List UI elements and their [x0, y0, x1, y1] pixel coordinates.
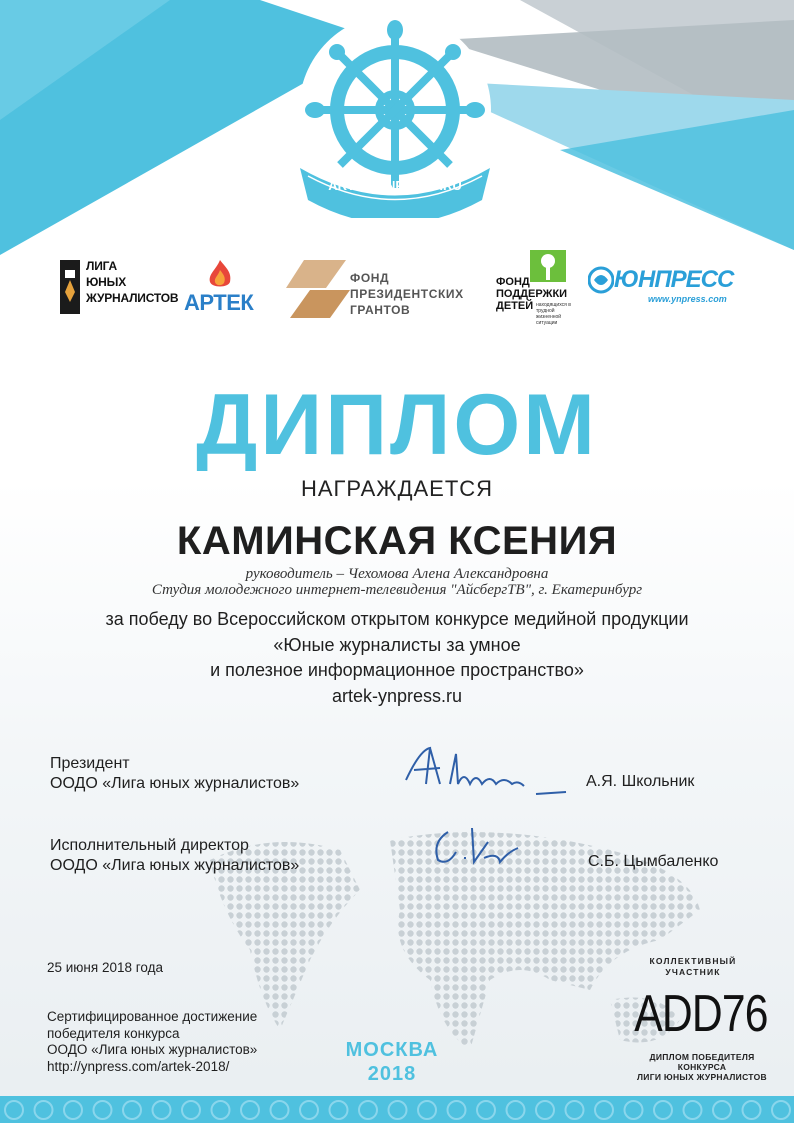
media-icon [566, 1101, 584, 1119]
collective-label [630, 956, 756, 978]
cert-line: ООДО «Лига юных журналистов» [47, 1042, 258, 1057]
issue-date: 25 июня 2018 года [47, 960, 163, 975]
cert-line: победителя конкурса [47, 1025, 180, 1041]
media-icon [772, 1101, 790, 1119]
media-icon [389, 1101, 407, 1119]
fond-line: ФОНД [350, 271, 390, 285]
media-icon [94, 1101, 112, 1119]
deti-line: ПОДДЕРЖКИ [496, 288, 568, 300]
media-icon [713, 1101, 731, 1119]
liga-line: ЮНЫХ [86, 275, 126, 289]
grants-emblem-icon [286, 260, 350, 318]
winner-line: ЛИГИ ЮНЫХ ЖУРНАЛИСТОВ [637, 1072, 767, 1082]
diploma-title: ДИПЛОМ [196, 377, 598, 473]
cert-line: Сертифицированное достижение [47, 1009, 258, 1024]
media-icon [448, 1101, 466, 1119]
cert-url[interactable]: http://ynpress.com/artek-2018/ [47, 1058, 230, 1074]
signature-org: ООДО «Лига юных журналистов» [50, 857, 300, 874]
liga-line: ЛИГА [86, 259, 117, 273]
liga-logo [60, 258, 179, 318]
media-icon [743, 1101, 761, 1119]
media-icon [507, 1101, 525, 1119]
partner-logos [0, 248, 794, 328]
unpress-url: www.ynpress.com [648, 294, 727, 304]
media-icon [654, 1101, 672, 1119]
unpress-logo [588, 266, 734, 310]
year: 2018 [367, 1063, 417, 1085]
signature-role: Исполнительный директор [50, 837, 249, 854]
reason-line: и полезное информационное пространство» [210, 660, 584, 680]
media-icon [182, 1101, 200, 1119]
media-icon [536, 1101, 554, 1119]
media-icon [35, 1101, 53, 1119]
city-year [330, 1038, 454, 1086]
media-icon [625, 1101, 643, 1119]
fond-line: ПРЕЗИДЕНТСКИХ [350, 287, 464, 301]
deti-line: ФОНД [496, 276, 530, 288]
collective-line: КОЛЛЕКТИВНЫЙ [649, 956, 737, 966]
media-icon [241, 1101, 259, 1119]
deti-line: ДЕТЕЙ [496, 300, 534, 312]
reason-line: «Юные журналисты за умное [273, 635, 521, 655]
media-icon [418, 1101, 436, 1119]
presidential-grants-logo [286, 258, 486, 318]
artek-label: АРТЕК [184, 290, 254, 315]
signature-name: А.Я. Школьник [586, 773, 695, 790]
media-icon [684, 1101, 702, 1119]
winner-line: КОНКУРСА [677, 1062, 727, 1072]
signature-name: С.Б. Цымбаленко [588, 853, 719, 870]
media-icon [123, 1101, 141, 1119]
signature-org: ООДО «Лига юных журналистов» [50, 775, 300, 792]
media-icon [359, 1101, 377, 1119]
media-icon [595, 1101, 613, 1119]
signature-image [400, 740, 570, 800]
flame-icon [202, 258, 238, 290]
winner-line: ДИПЛОМ ПОБЕДИТЕЛЯ [649, 1052, 755, 1062]
artek-logo [182, 258, 266, 318]
deti-subtitle: находящихся в трудной жизненной ситуации [536, 302, 571, 326]
media-icon [212, 1101, 230, 1119]
media-icon [477, 1101, 495, 1119]
media-icon [64, 1101, 82, 1119]
artek-ynpress-logo [290, 18, 500, 218]
footer-strip [0, 1096, 794, 1123]
mentor-line: руководитель – Чехомова Алена Александровна [245, 566, 549, 582]
media-icon [5, 1101, 23, 1119]
certification-block [47, 1009, 257, 1075]
contest-url[interactable]: artek-ynpress.ru [331, 686, 463, 706]
signature-role: Президент [50, 755, 130, 772]
fond-line: ГРАНТОВ [350, 303, 411, 317]
signature-image [428, 822, 528, 872]
diploma-code: ADD76 [634, 985, 768, 1043]
media-icon [271, 1101, 289, 1119]
unpress-label: ЮНПРЕСС [614, 266, 734, 293]
collective-line: УЧАСТНИК [665, 967, 721, 977]
city-name: МОСКВА [345, 1039, 439, 1061]
recipient-name: КАМИНСКАЯ КСЕНИЯ [176, 519, 618, 563]
globe-icon [588, 266, 614, 294]
children-fund-logo [496, 250, 576, 326]
media-icon [153, 1101, 171, 1119]
media-icon [300, 1101, 318, 1119]
reason-line: за победу во Всероссийском открытом конкурсе медийной продукции [105, 609, 689, 629]
media-icons-pattern [0, 1096, 794, 1123]
awarded-label: НАГРАЖДАЕТСЯ [300, 476, 494, 501]
media-icon [330, 1101, 348, 1119]
logo-text: ARTEK-YNPRESS.RU [328, 178, 462, 193]
liga-line: ЖУРНАЛИСТОВ [86, 291, 179, 305]
winner-label [624, 1052, 780, 1082]
studio-line: Студия молодежного интернет-телевидения "АйсбергТВ", г. Екатеринбург [151, 582, 643, 598]
